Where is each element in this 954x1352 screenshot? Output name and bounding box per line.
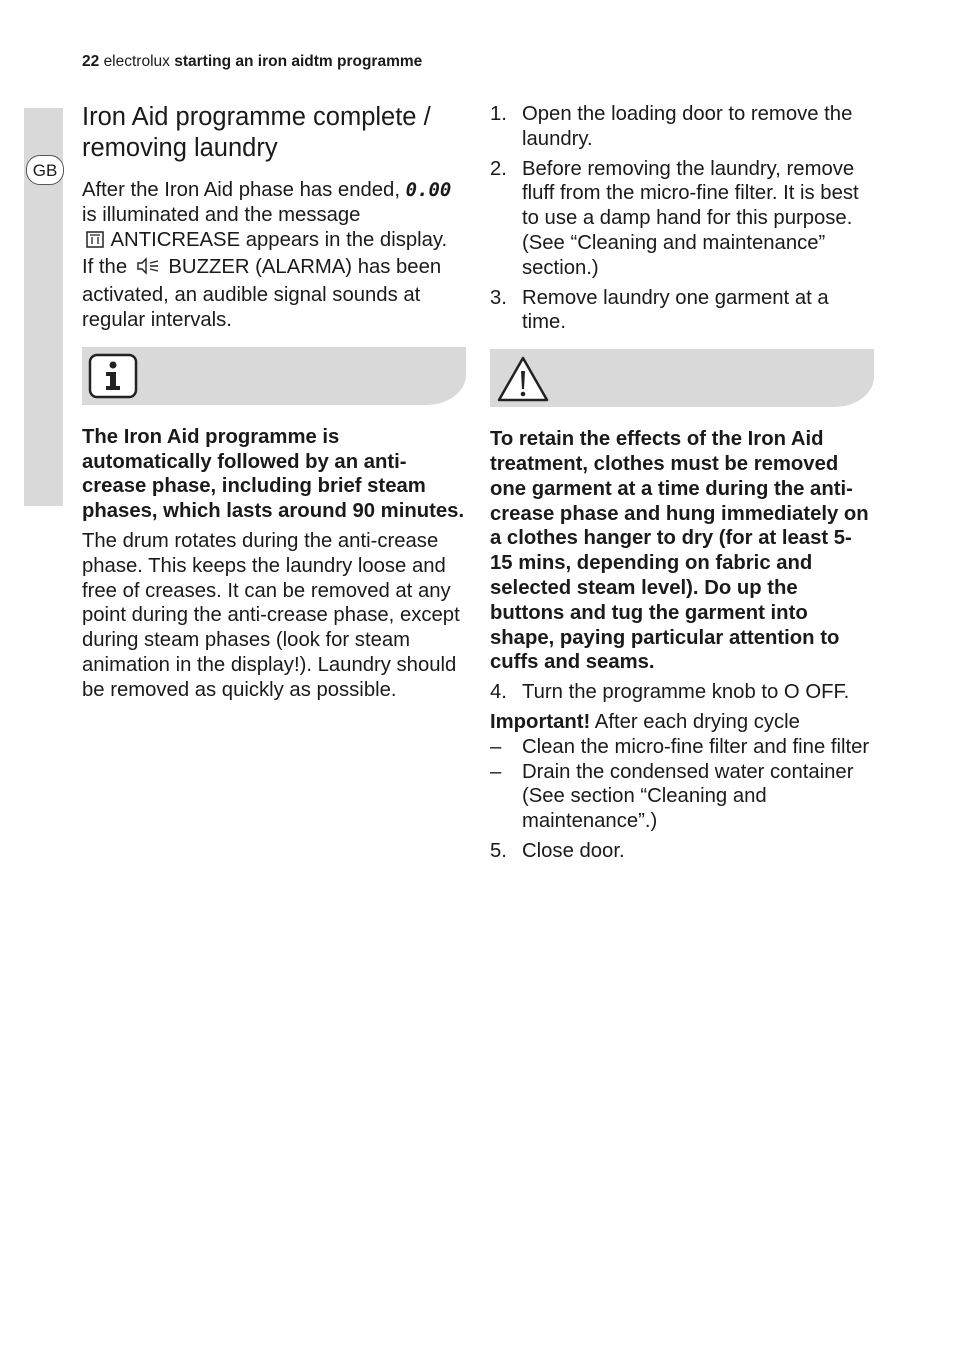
page-number: 22 [82,53,100,70]
brand-name: electrolux [103,53,170,70]
section-title: starting an iron aidtm programme [174,53,423,70]
list-marker: 2. [490,157,507,180]
list-marker: 5. [490,839,507,862]
list-item [490,680,874,705]
body-paragraph: The drum rotates during the anti-crease phase. This keeps the laundry loose and free of creases. It can be removed at any point during the anti-crease phase, except during steam phases (look for steam animation in the display!). Laundry should be removed as quickly as possible. [82,529,460,701]
list-marker: 3. [490,286,507,309]
see-section-text: (See section “Cleaning and maintenance”.) [522,785,767,833]
list-marker: 1. [490,103,507,125]
intro-text-3: If the [82,256,128,279]
anticrease-icon [82,229,106,256]
important-line [490,710,874,735]
intro-text-1: After the Iron Aid phase has ended, [82,179,400,201]
info-icon [88,353,138,406]
page-header [82,53,422,71]
list-item [490,102,874,152]
info-notice-bar [82,347,466,405]
list-text: Open the loading door to remove the laundry. [522,103,853,150]
right-column [490,102,874,864]
intro-text-2: is illuminated and the message [82,203,361,226]
list-marker: 4. [490,681,507,704]
info-bold-note: The Iron Aid programme is automatically followed by an anti-crease phase, including brief steam phases, which lasts around 90 minutes. [82,425,465,523]
section-heading: Iron Aid programme complete / removing laundry [82,103,431,162]
language-tab: GB [26,155,64,185]
anticrease-message: ANTICREASE appears in the display. [110,228,448,251]
dash-marker: – [490,735,502,758]
dash-item [490,735,874,760]
intro-paragraph [82,178,466,333]
list-item [490,839,874,864]
dash-text: Clean the micro-fine filter and fine filter [522,735,870,758]
display-value: 0.00 [405,179,452,201]
dash-text: Drain the condensed water container [522,760,854,783]
see-section-note [490,784,874,834]
list-item [490,286,874,336]
list-text: Before removing the laundry, remove fluff from the micro-fine filter. It is best to use a damp hand for this purpose. (See “Cleaning and maintenance” section.) [522,157,859,279]
dash-marker: – [490,760,502,783]
list-text: Remove laundry one garment at a time. [522,286,829,334]
buzzer-message: BUZZER (ALARMA) has been activated, an audible signal sounds at regular intervals. [82,256,442,331]
left-column [82,102,466,703]
warning-notice-bar [490,349,874,407]
warning-bold-note: To retain the effects of the Iron Aid treatment, clothes must be removed one garment at a time during the anti-crease phase and hung immediately on a clothes hanger to dry (for at least 5-15 mins, depending on fabric and selected steam level). Do up the buttons and tug the garment into shape, paying particular attention to cuffs and seams. [490,428,869,674]
important-text: After each drying cycle [594,710,800,733]
important-label: Important! [490,710,591,733]
list-text: Turn the programme knob to O OFF. [522,681,850,704]
warning-icon [496,355,550,410]
list-item [490,157,874,281]
buzzer-icon [133,256,163,283]
dash-item [490,760,874,785]
list-text: Close door. [522,839,625,862]
